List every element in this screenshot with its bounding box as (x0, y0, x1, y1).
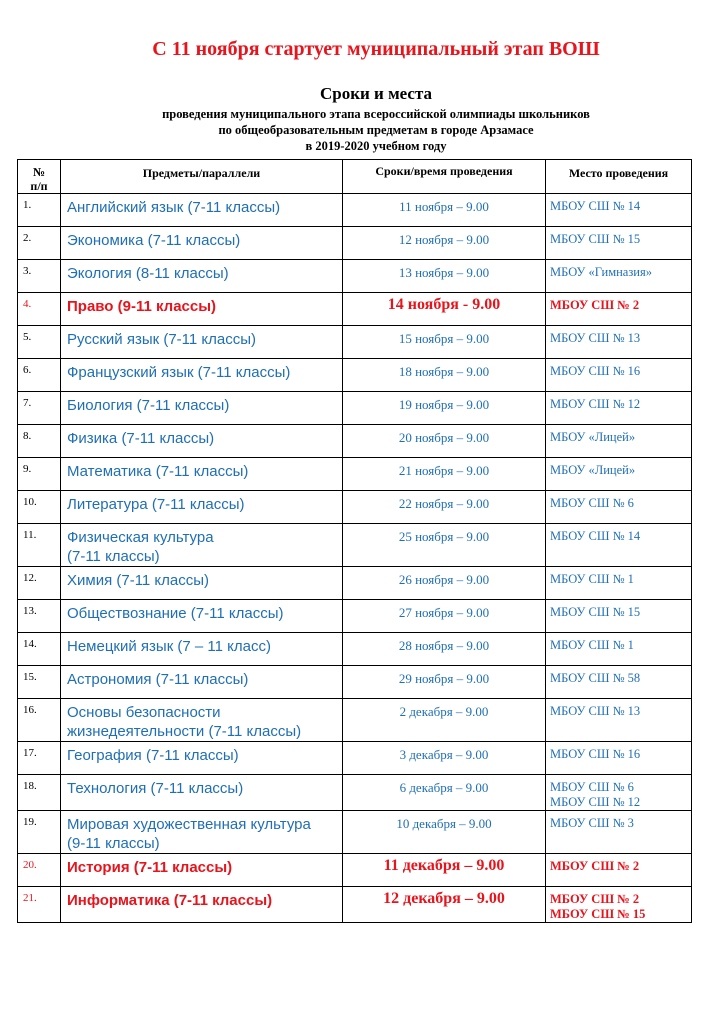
place-line: МБОУ СШ № 2 (550, 298, 640, 312)
row-place (546, 633, 692, 666)
row-number: 13. (18, 600, 61, 633)
place-line: МБОУ СШ № 14 (550, 529, 641, 543)
place-line: МБОУ СШ № 12 (550, 795, 641, 809)
table-row (18, 359, 692, 392)
row-number: 17. (18, 742, 61, 775)
row-subject (61, 633, 343, 666)
table-row (18, 425, 692, 458)
row-date: 15 ноября – 9.00 (343, 326, 546, 359)
place-line: МБОУ СШ № 13 (550, 704, 641, 718)
column-header-subject: Предметы/параллели (61, 160, 343, 194)
place-line: МБОУ СШ № 6 (550, 496, 634, 510)
row-subject (61, 458, 343, 491)
table-row (18, 491, 692, 524)
row-place (546, 567, 692, 600)
table-row (18, 811, 692, 854)
place-line: МБОУ СШ № 12 (550, 397, 641, 411)
row-date: 3 декабря – 9.00 (343, 742, 546, 775)
row-date: 26 ноября – 9.00 (343, 567, 546, 600)
subject-line: Основы безопасности (67, 704, 221, 721)
subtitle-line: по общеобразовательным предметам в городе Арзамасе (218, 123, 534, 137)
row-date: 14 ноября - 9.00 (343, 293, 546, 326)
subject-line: Французский язык (7-11 классы) (67, 364, 291, 381)
row-number: 1. (18, 194, 61, 227)
row-number: 9. (18, 458, 61, 491)
subject-line: Английский язык (7-11 классы) (67, 199, 281, 216)
row-number: 14. (18, 633, 61, 666)
row-subject (61, 392, 343, 425)
document-title: Сроки и места (319, 84, 433, 103)
subtitle-line: проведения муниципального этапа всероссийской олимпиады школьников (162, 107, 590, 121)
table-row (18, 633, 692, 666)
subject-line: Право (9-11 классы) (67, 298, 217, 315)
place-line: МБОУ СШ № 1 (550, 572, 634, 586)
row-date: 28 ноября – 9.00 (343, 633, 546, 666)
place-line: МБОУ СШ № 15 (550, 232, 641, 246)
table-row (18, 392, 692, 425)
row-subject (61, 887, 343, 923)
row-number: 15. (18, 666, 61, 699)
row-number: 12. (18, 567, 61, 600)
row-number: 7. (18, 392, 61, 425)
place-line: МБОУ «Лицей» (550, 430, 636, 444)
row-place (546, 699, 692, 742)
row-subject (61, 359, 343, 392)
row-subject (61, 194, 343, 227)
row-place (546, 293, 692, 326)
row-subject (61, 425, 343, 458)
row-date: 25 ноября – 9.00 (343, 524, 546, 567)
subject-line: Физическая культура (67, 529, 214, 546)
table-row (18, 699, 692, 742)
subject-line: Астрономия (7-11 классы) (67, 671, 249, 688)
row-subject (61, 699, 343, 742)
subject-line: Физика (7-11 классы) (67, 430, 215, 447)
row-date: 2 декабря – 9.00 (343, 699, 546, 742)
row-place (546, 458, 692, 491)
schedule-table (17, 159, 692, 923)
row-subject (61, 524, 343, 567)
row-number: 3. (18, 260, 61, 293)
row-number: 16. (18, 699, 61, 742)
place-line: МБОУ СШ № 58 (550, 671, 641, 685)
row-subject (61, 600, 343, 633)
row-subject (61, 260, 343, 293)
row-place (546, 854, 692, 887)
row-date: 11 ноября – 9.00 (343, 194, 546, 227)
subject-line: География (7-11 классы) (67, 747, 239, 764)
place-line: МБОУ СШ № 15 (550, 605, 641, 619)
row-date: 13 ноября – 9.00 (343, 260, 546, 293)
row-place (546, 227, 692, 260)
subject-line: Литература (7-11 классы) (67, 496, 245, 513)
subject-line: (9-11 классы) (67, 835, 160, 852)
column-header-number: № п/п (18, 160, 61, 194)
row-date: 22 ноября – 9.00 (343, 491, 546, 524)
table-row (18, 227, 692, 260)
row-place (546, 742, 692, 775)
row-place (546, 666, 692, 699)
row-subject (61, 293, 343, 326)
table-row (18, 293, 692, 326)
row-subject (61, 811, 343, 854)
place-line: МБОУ СШ № 16 (550, 364, 641, 378)
table-row (18, 775, 692, 811)
page-headline: С 11 ноября стартует муниципальный этап ВОШ (152, 38, 600, 60)
subtitle-line: в 2019-2020 учебном году (305, 139, 447, 153)
place-line: МБОУ СШ № 14 (550, 199, 641, 213)
row-subject (61, 491, 343, 524)
table-row (18, 260, 692, 293)
subject-line: жизнедеятельности (7-11 классы) (67, 723, 302, 740)
table-row (18, 194, 692, 227)
row-date: 20 ноября – 9.00 (343, 425, 546, 458)
place-line: МБОУ СШ № 15 (550, 907, 646, 921)
row-subject (61, 567, 343, 600)
row-number: 2. (18, 227, 61, 260)
table-header-row (18, 160, 692, 194)
place-line: МБОУ СШ № 1 (550, 638, 634, 652)
table-row (18, 854, 692, 887)
row-date: 21 ноября – 9.00 (343, 458, 546, 491)
row-place (546, 491, 692, 524)
row-number: 18. (18, 775, 61, 811)
place-line: МБОУ «Гимназия» (550, 265, 652, 279)
row-subject (61, 666, 343, 699)
place-line: МБОУ СШ № 2 (550, 892, 640, 906)
row-number: 20. (18, 854, 61, 887)
row-date: 27 ноября – 9.00 (343, 600, 546, 633)
table-row (18, 567, 692, 600)
subject-line: Химия (7-11 классы) (67, 572, 210, 589)
subject-line: Немецкий язык (7 – 11 класс) (67, 638, 271, 655)
row-date: 12 декабря – 9.00 (343, 887, 546, 923)
row-date: 12 ноября – 9.00 (343, 227, 546, 260)
row-place (546, 811, 692, 854)
row-subject (61, 775, 343, 811)
row-number: 6. (18, 359, 61, 392)
subject-line: Мировая художественная культура (67, 816, 311, 833)
subject-line: (7-11 классы) (67, 548, 160, 565)
row-number: 8. (18, 425, 61, 458)
row-date: 6 декабря – 9.00 (343, 775, 546, 811)
table-row (18, 524, 692, 567)
table-row (18, 600, 692, 633)
table-row (18, 742, 692, 775)
row-date: 29 ноября – 9.00 (343, 666, 546, 699)
row-place (546, 194, 692, 227)
row-place (546, 392, 692, 425)
row-place (546, 887, 692, 923)
row-number: 5. (18, 326, 61, 359)
place-line: МБОУ СШ № 6 (550, 780, 634, 794)
place-line: МБОУ СШ № 2 (550, 859, 640, 873)
row-subject (61, 227, 343, 260)
place-line: МБОУ СШ № 16 (550, 747, 641, 761)
place-line: МБОУ СШ № 13 (550, 331, 641, 345)
row-number: 4. (18, 293, 61, 326)
subject-line: Русский язык (7-11 классы) (67, 331, 257, 348)
table-row (18, 458, 692, 491)
place-line: МБОУ СШ № 3 (550, 816, 634, 830)
row-subject (61, 742, 343, 775)
table-row (18, 666, 692, 699)
column-header-date: Сроки/время проведения (343, 160, 546, 194)
row-date: 10 декабря – 9.00 (343, 811, 546, 854)
subject-line: Информатика (7-11 классы) (67, 892, 273, 909)
row-number: 19. (18, 811, 61, 854)
table-row (18, 326, 692, 359)
subject-line: История (7-11 классы) (67, 859, 233, 876)
table-row (18, 887, 692, 923)
row-date: 18 ноября – 9.00 (343, 359, 546, 392)
subject-line: Биология (7-11 классы) (67, 397, 230, 414)
row-number: 11. (18, 524, 61, 567)
row-number: 21. (18, 887, 61, 923)
row-place (546, 425, 692, 458)
row-place (546, 600, 692, 633)
row-number: 10. (18, 491, 61, 524)
row-place (546, 359, 692, 392)
subject-line: Математика (7-11 классы) (67, 463, 249, 480)
row-place (546, 524, 692, 567)
subject-line: Технология (7-11 классы) (67, 780, 244, 797)
row-date: 19 ноября – 9.00 (343, 392, 546, 425)
row-date: 11 декабря – 9.00 (343, 854, 546, 887)
subject-line: Экология (8-11 классы) (67, 265, 229, 282)
row-place (546, 775, 692, 811)
document-subtitle (0, 106, 724, 154)
row-place (546, 260, 692, 293)
subject-line: Экономика (7-11 классы) (67, 232, 241, 249)
place-line: МБОУ «Лицей» (550, 463, 636, 477)
subject-line: Обществознание (7-11 классы) (67, 605, 284, 622)
row-place (546, 326, 692, 359)
column-header-place: Место проведения (546, 160, 692, 194)
row-subject (61, 854, 343, 887)
row-subject (61, 326, 343, 359)
